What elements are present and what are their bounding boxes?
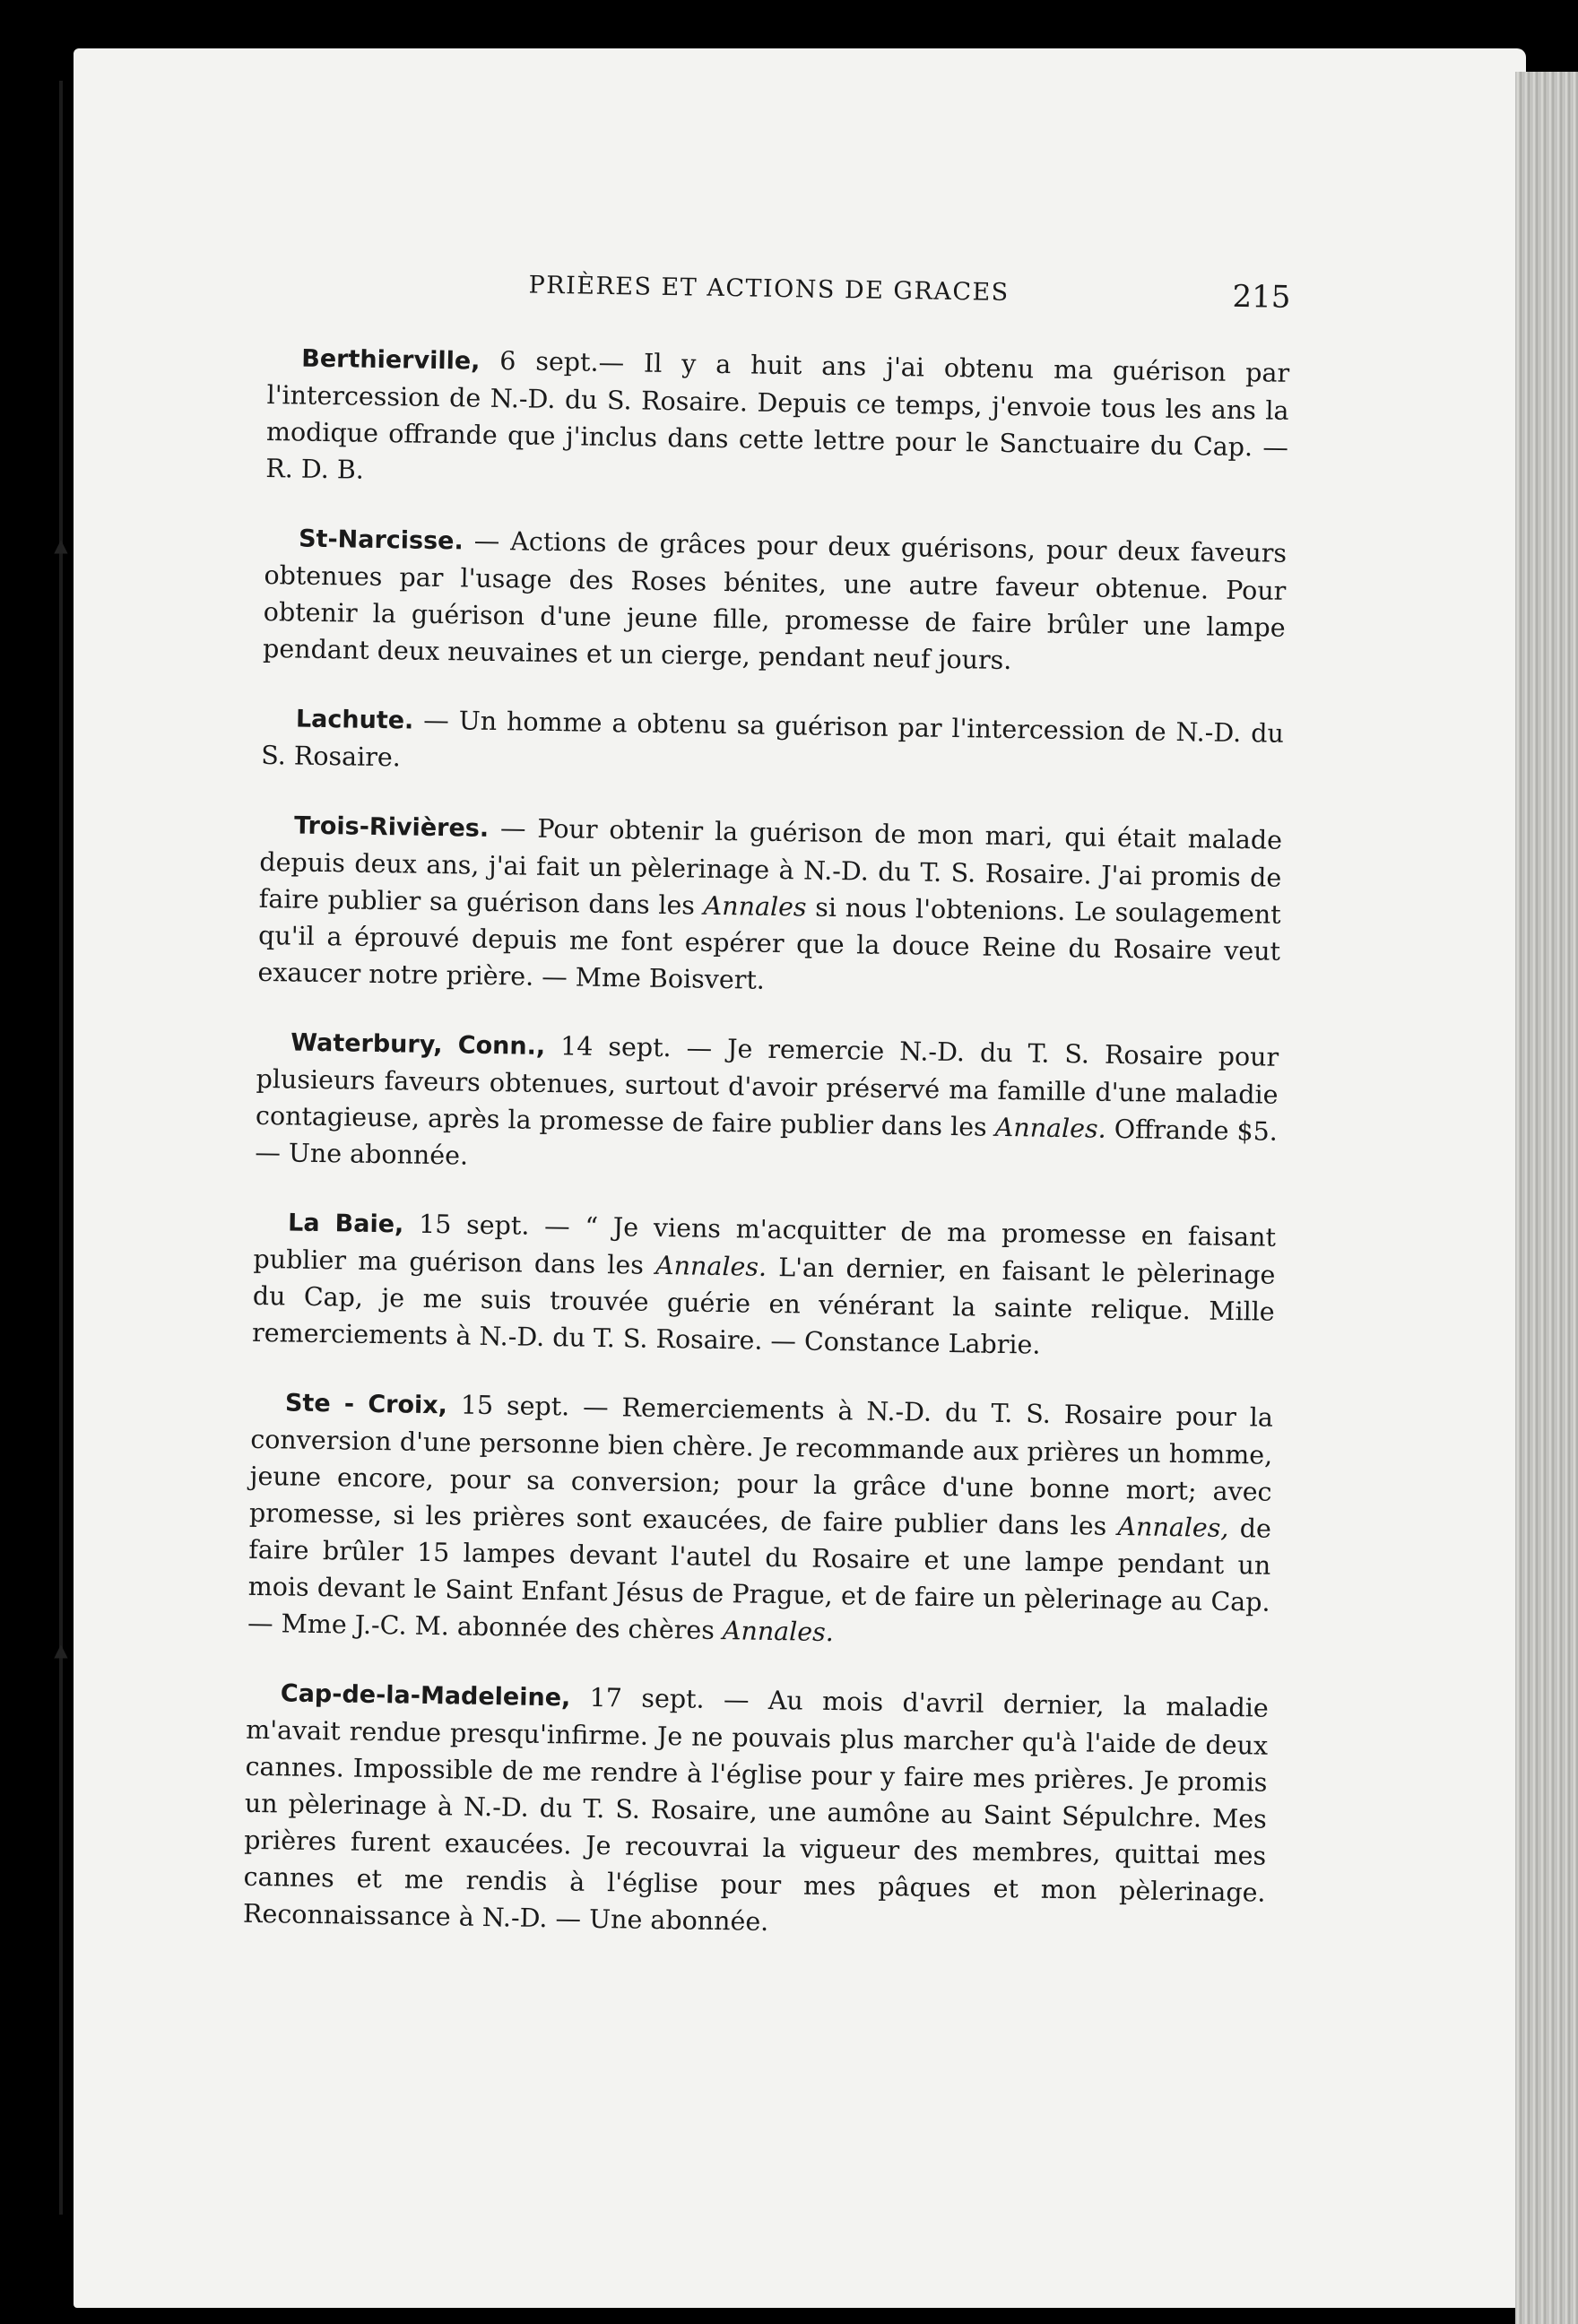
entry-text: — Un homme a obtenu sa guérison par l'intercession de N.-D. du S. Rosaire. (261, 705, 1285, 773)
entry-text: 6 sept.— Il y a huit ans j'ai obtenu ma guérison par l'intercession de N.-D. du S. Rosaire. Depuis ce temps, j'envoie tous les ans la modique offrande que j'inclus dans cette lettre pour le Sanctuaire du Cap. — R. D. B. (265, 345, 1290, 485)
entry-text: Offrande $5. — Une abonnée. (255, 1114, 1279, 1171)
entry-text: — Pour obtenir la guérison de mon mari, qui était malade depuis deux ans, j'ai fait un pèlerinage à N.-D. du T. S. Rosaire. J'ai promis de faire publier sa guérison dans les (258, 812, 1283, 921)
entry-italic-title: Annales. (994, 1112, 1106, 1144)
page-number: 215 (1232, 278, 1291, 316)
entry-place: Cap-de-la-Madeleine, (280, 1679, 571, 1713)
entry-place: Berthierville, (301, 344, 481, 376)
entry-berthierville (265, 339, 1289, 503)
entry-text: 15 sept. — Remerciements à N.-D. du T. S. Rosaire pour la conversion d'une personne bien chère. Je recommande aux prières un homme, jeune encore, pour sa conversion; pour la grâce d'une bonne mort; avec promesse, si les prières sont exaucées, de faire publier dans les (248, 1390, 1274, 1542)
entry-italic-title: Annales. (722, 1616, 835, 1648)
entry-text: 14 sept. — Je remercie N.-D. du T. S. Rosaire pour plusieurs faveurs obtenues, surtout d'avoir préservé ma famille d'une maladie contagieuse, après la promesse de faire publier dans les (255, 1030, 1279, 1142)
entry-place: La Baie, (287, 1209, 404, 1239)
running-title: PRIÈRES ET ACTIONS DE GRACES (528, 271, 1010, 307)
entry-place: Trois-Rivières. (293, 811, 490, 843)
entry-ste-croix (247, 1383, 1273, 1658)
margin-arrow-up-icon: ▲ (54, 534, 68, 556)
entry-trois-rivieres (257, 806, 1282, 1007)
margin-arrow-up-icon: ▲ (54, 1639, 68, 1661)
binding-margin-line (59, 81, 63, 2215)
entry-st-narcisse (263, 519, 1287, 683)
entry-place: Lachute. (295, 705, 414, 735)
entry-cap-de-la-madeleine (243, 1674, 1269, 1948)
entry-text: — Actions de grâces pour deux guérisons, pour deux faveurs obtenues par l'usage des Roses bénites, une autre faveur obtenue. Pour obtenir la guérison d'une jeune fille, promesse de faire brûler une lampe pendant deux neuvaines et un cierge, pendant neuf jours. (262, 525, 1288, 676)
entry-lachute (261, 699, 1284, 790)
entry-la-baie (252, 1203, 1276, 1367)
entry-italic-title: Annales. (655, 1250, 767, 1282)
entry-place: Ste - Croix, (284, 1389, 448, 1420)
entry-text: 17 sept. — Au mois d'avril dernier, la maladie m'avait rendue presqu'infirme. Je ne pouvais plus marcher qu'à l'aide de deux cannes. Impossible de me rendre à l'église pour y faire mes prières. Je promis un pèlerinage à N.-D. du T. S. Rosaire, une aumône au Saint Sépulchre. Mes prières furent exaucées. Je recouvrai la vigueur des membres, quittai mes cannes et me rendis à l'église pour mes pâques et mon pèlerinage. Reconnaissance à N.-D. — Une abonnée. (242, 1682, 1270, 1937)
entry-text: 15 sept. — “ Je viens m'acquitter de ma promesse en faisant publier ma guérison dans les (253, 1209, 1277, 1280)
entry-italic-title: Annales (703, 890, 807, 923)
entry-text: de faire brûler 15 lampes devant l'autel du Rosaire et une lampe pendant un mois devant le Saint Enfant Jésus de Prague, et de faire un pèlerinage au Cap. — Mme J.-C. M. abonnée des chères (247, 1513, 1272, 1646)
entry-text: si nous l'obtenions. Le soulagement qu'il a éprouvé depuis me font espérer que la douce Reine du Rosaire veut exaucer notre prière. — Mme Boisvert. (257, 892, 1281, 995)
entry-italic-title: Annales, (1117, 1512, 1229, 1543)
entry-place: Waterbury, Conn., (290, 1028, 546, 1061)
entry-waterbury (255, 1023, 1279, 1187)
entry-place: St-Narcisse. (298, 525, 464, 556)
text-column (242, 260, 1291, 1981)
entry-text: L'an dernier, en faisant le pèlerinage du Cap, je me suis trouvée guérie en vénérant la sainte relique. Mille remerciements à N.-D. du T. S. Rosaire. — Constance Labrie. (251, 1252, 1276, 1360)
page-stack-edge (1515, 72, 1578, 2324)
